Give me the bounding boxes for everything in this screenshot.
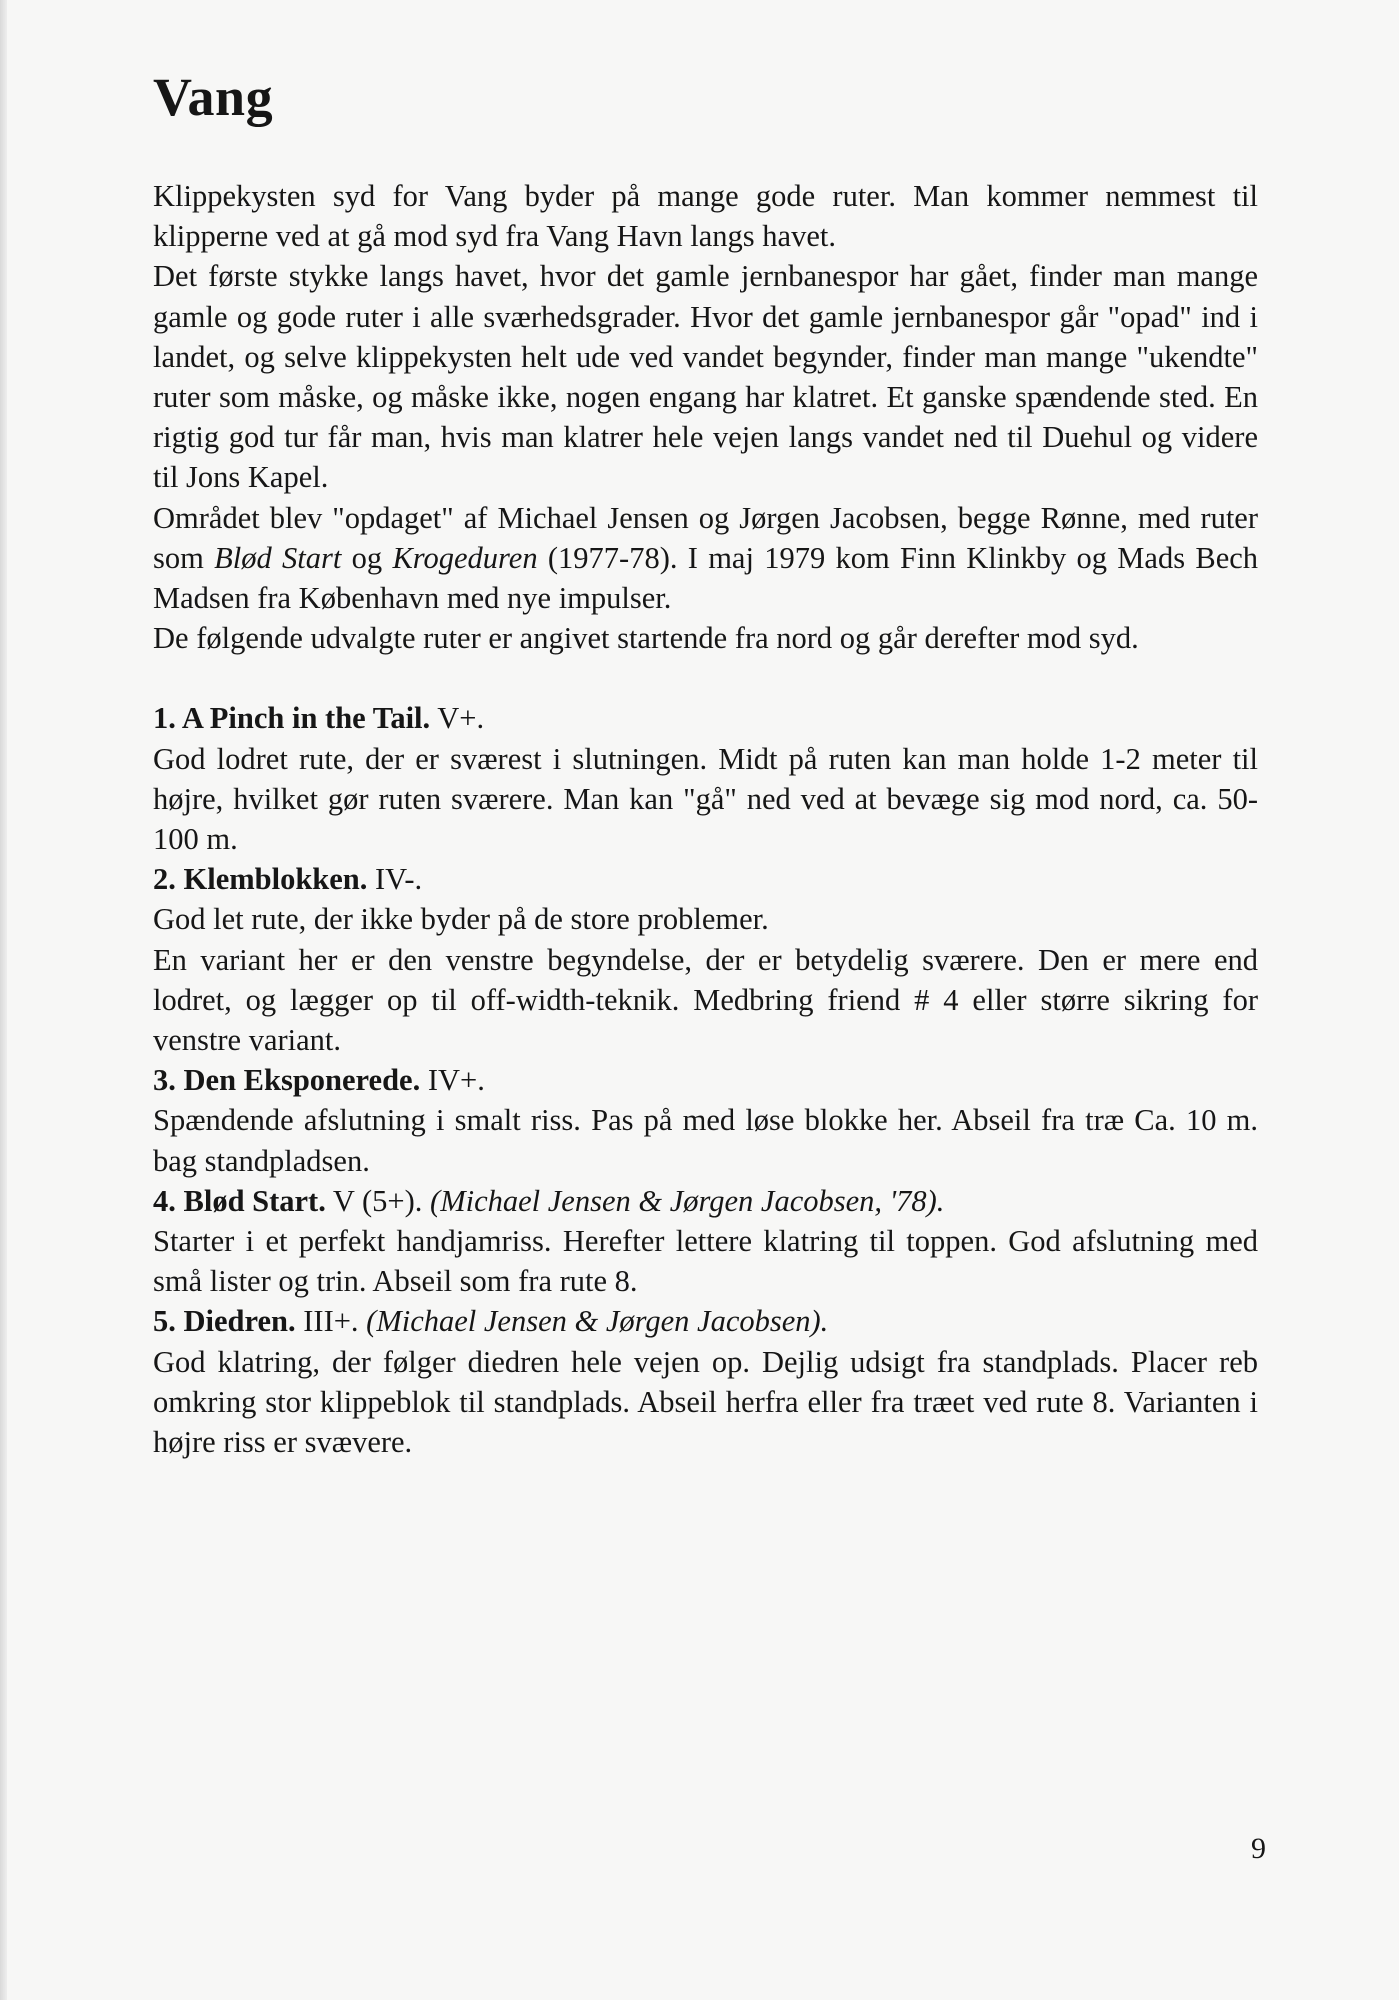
route-heading (153, 1060, 1258, 1100)
route-name: 4. Blød Start. (153, 1183, 326, 1218)
route-description: En variant her er den venstre begyndelse, der er betydelig sværere. Den er mere end lodret, og lægger op til off-width-teknik. Medbring friend # 4 eller større sikring for venstre variant. (153, 942, 1258, 1058)
route-name: 3. Den Eksponerede. (153, 1063, 421, 1098)
route-item-4 (153, 1181, 1258, 1302)
section-spacer (153, 658, 1258, 698)
route-heading (153, 1181, 1258, 1221)
route-item-1 (153, 698, 1258, 859)
route-name: 5. Diedren. (153, 1304, 296, 1339)
route-reference-blod-start: Blød Start (214, 540, 342, 575)
route-description: Starter i et perfekt handjamriss. Herefter lettere klatring til toppen. God afslutning med små lister og trin. Abseil som fra rute 8. (153, 1224, 1258, 1299)
route-grade: V+. (430, 701, 485, 736)
route-grade: IV+. (420, 1063, 485, 1098)
route-description: Spændende afslutning i smalt riss. Pas på med løse blokke her. Abseil fra træ Ca. 10 m. bag standpladsen. (153, 1103, 1258, 1178)
page-binding-edge (0, 0, 7, 2000)
route-grade: III+. (295, 1304, 367, 1339)
route-heading (153, 1301, 1258, 1341)
page-number: 9 (1251, 1832, 1266, 1865)
route-name: 2. Klemblokken. (153, 862, 368, 897)
intro-paragraph-3-end: (1977-78). I maj 1979 kom Finn Klinkby og Mads Bech Madsen fra København med nye impulser. (153, 540, 1259, 616)
route-description: God lodret rute, der er sværest i slutningen. Midt på ruten kan man holde 1-2 meter til højre, hvilket gør ruten sværere. Man kan "gå" ned ved at bevæge sig mod nord, ca. 50-100 m. (153, 741, 1258, 857)
page-title: Vang (153, 67, 274, 127)
route-reference-krogeduren: Krogeduren (392, 540, 538, 575)
route-list (153, 698, 1258, 1462)
route-heading (153, 859, 1258, 899)
page-content (153, 60, 1258, 1462)
route-grade: IV-. (367, 862, 423, 897)
intro-paragraph-1: Klippekysten syd for Vang byder på mange gode ruter. Man kommer nemmest til klipperne ved at gå mod syd fra Vang Havn langs havet. (153, 179, 1258, 254)
intro-paragraph-3-and: og (341, 540, 393, 575)
intro-paragraph-3-start: Området blev "opdaget" af Michael Jensen og Jørgen Jacobsen, begge Rønne, med ruter som (153, 500, 1258, 575)
route-item-3 (153, 1060, 1258, 1181)
route-credit: (Michael Jensen & Jørgen Jacobsen, '78). (430, 1183, 945, 1218)
route-description: God klatring, der følger diedren hele vejen op. Dejlig udsigt fra standplads. Placer reb omkring stor klippeblok til standplads. Abseil herfra eller fra træet ved rute 8. Varianten i højre riss er svævere. (153, 1344, 1258, 1460)
intro-paragraph-4: De følgende udvalgte ruter er angivet startende fra nord og går derefter mod syd. (153, 621, 1139, 656)
intro-paragraph-2: Det første stykke langs havet, hvor det gamle jernbanespor har gået, finder man mange gamle og gode ruter i alle sværhedsgrader. Hvor det gamle jernbanespor går "opad" ind i landet, og selve klippekysten helt ude ved vandet begynder, finder man mange "ukendte" ruter som måske, og måske ikke, nogen engang har klatret. Et ganske spændende sted. En rigtig god tur får man, hvis man klatrer hele vejen langs vandet ned til Duehul og videre til Jons Kapel. (153, 259, 1258, 495)
route-item-5 (153, 1301, 1258, 1462)
intro-paragraph-3 (153, 498, 1258, 619)
route-description: God let rute, der ikke byder på de store problemer. (153, 902, 769, 937)
route-item-2 (153, 859, 1258, 1060)
route-name: 1. A Pinch in the Tail. (153, 701, 431, 736)
route-heading (153, 698, 1258, 738)
route-grade: V (5+). (325, 1183, 431, 1218)
route-credit: (Michael Jensen & Jørgen Jacobsen). (366, 1304, 829, 1339)
